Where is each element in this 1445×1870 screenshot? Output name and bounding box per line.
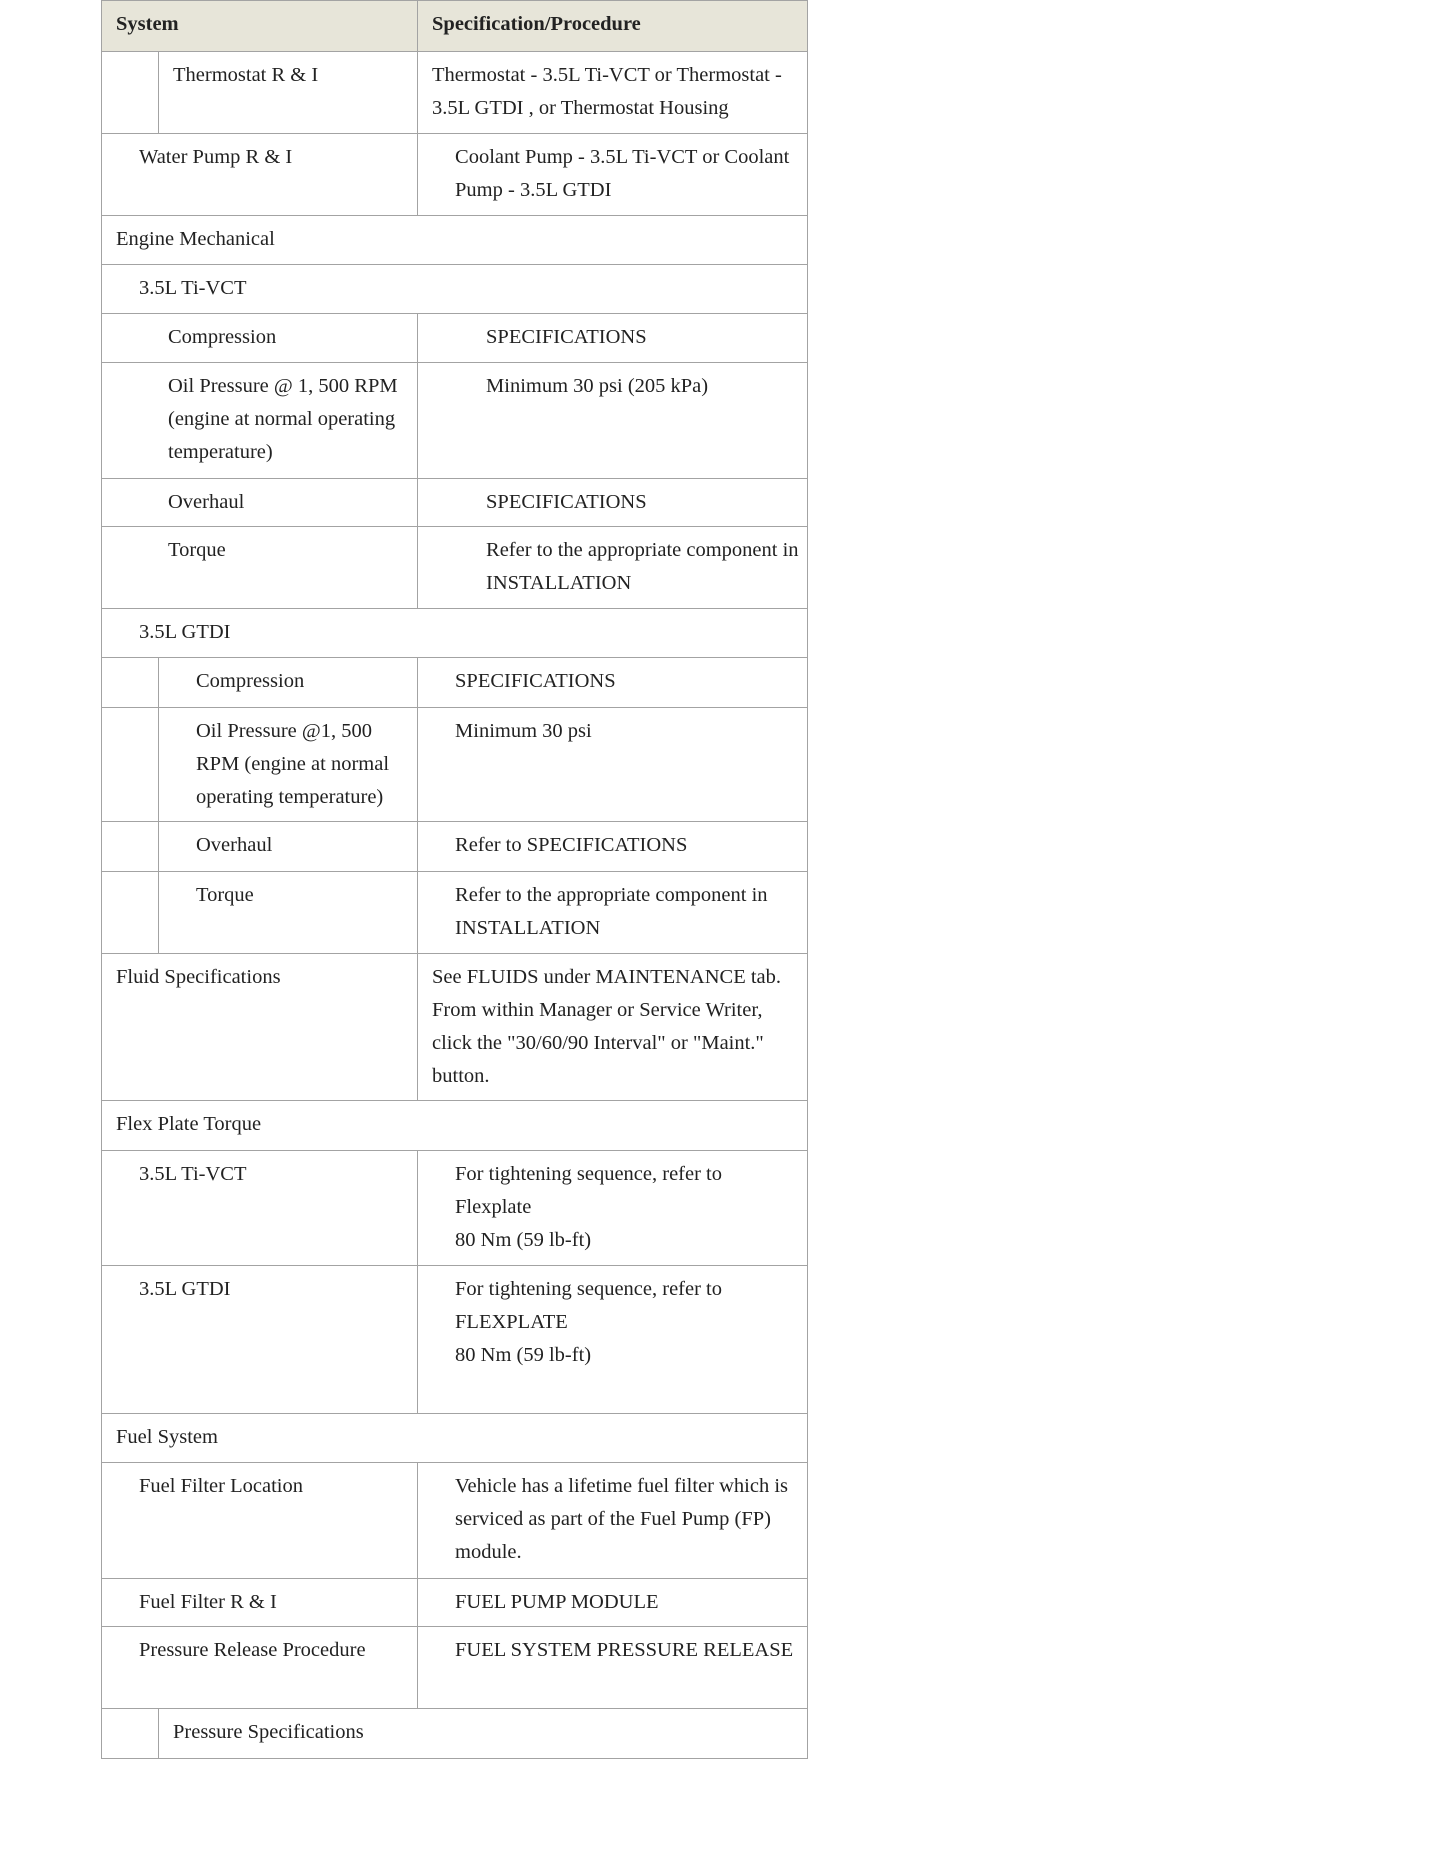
table-row — [102, 1266, 808, 1414]
spec-line: 80 Nm (59 lb-ft) — [455, 1229, 592, 1251]
system-cell: 3.5L Ti-VCT — [102, 1151, 418, 1266]
indent-cell — [102, 872, 159, 954]
table-row — [102, 954, 808, 1101]
indent-cell — [102, 52, 159, 134]
table-header-row — [102, 1, 808, 52]
system-cell: Oil Pressure @1, 500 RPM (engine at normal operating temperature) — [159, 708, 418, 822]
section-heading: Flex Plate Torque — [102, 1101, 808, 1151]
table-row — [102, 527, 808, 609]
table-row — [102, 708, 808, 822]
table-row — [102, 1151, 808, 1266]
table-row — [102, 134, 808, 216]
system-cell: Torque — [159, 872, 418, 954]
spec-line: For tightening sequence, refer to FLEXPLATE — [455, 1278, 722, 1333]
spec-cell: Thermostat - 3.5L Ti-VCT or Thermostat - 3.5L GTDI , or Thermostat Housing — [418, 52, 808, 134]
section-row — [102, 1414, 808, 1463]
table-row — [102, 658, 808, 708]
spec-line: For tightening sequence, refer to Flexplate — [455, 1163, 722, 1218]
section-row — [102, 216, 808, 265]
spec-cell: Refer to the appropriate component in INSTALLATION — [418, 872, 808, 954]
table-row — [102, 363, 808, 479]
table-row — [102, 822, 808, 872]
table-row — [102, 1579, 808, 1627]
indent-cell — [102, 1709, 159, 1759]
table-row — [102, 1627, 808, 1709]
spec-cell: See FLUIDS under MAINTENANCE tab. From within Manager or Service Writer, click the "30/60/90 Interval" or "Maint." button. — [418, 954, 808, 1101]
spec-cell: SPECIFICATIONS — [418, 479, 808, 527]
subsection-heading: 3.5L GTDI — [102, 609, 808, 658]
system-cell: Fluid Specifications — [102, 954, 418, 1101]
system-cell: Thermostat R & I — [159, 52, 418, 134]
spec-cell: SPECIFICATIONS — [418, 314, 808, 363]
system-cell: Overhaul — [102, 479, 418, 527]
spec-cell: Minimum 30 psi — [418, 708, 808, 822]
table-row — [102, 52, 808, 134]
system-cell: Oil Pressure @ 1, 500 RPM (engine at normal operating temperature) — [102, 363, 418, 479]
spec-cell — [418, 1151, 808, 1266]
system-cell: Pressure Release Procedure — [102, 1627, 418, 1709]
system-cell: Compression — [159, 658, 418, 708]
spec-cell: Coolant Pump - 3.5L Ti-VCT or Coolant Pump - 3.5L GTDI — [418, 134, 808, 216]
system-cell: Torque — [102, 527, 418, 609]
section-row — [102, 265, 808, 314]
spec-cell: Refer to SPECIFICATIONS — [418, 822, 808, 872]
table-row — [102, 314, 808, 363]
section-row — [102, 1101, 808, 1151]
subsection-heading: 3.5L Ti-VCT — [102, 265, 808, 314]
system-cell: 3.5L GTDI — [102, 1266, 418, 1414]
system-cell: Fuel Filter Location — [102, 1463, 418, 1579]
spec-cell — [418, 1266, 808, 1414]
system-cell: Pressure Specifications — [159, 1709, 808, 1759]
system-cell: Compression — [102, 314, 418, 363]
spec-cell: FUEL SYSTEM PRESSURE RELEASE — [418, 1627, 808, 1709]
indent-cell — [102, 708, 159, 822]
spec-cell: Refer to the appropriate component in INSTALLATION — [418, 527, 808, 609]
spec-line: 80 Nm (59 lb-ft) — [455, 1344, 592, 1366]
table-row — [102, 1709, 808, 1759]
table-row — [102, 479, 808, 527]
header-system: System — [102, 1, 418, 52]
indent-cell — [102, 822, 159, 872]
section-heading: Fuel System — [102, 1414, 808, 1463]
spec-cell: FUEL PUMP MODULE — [418, 1579, 808, 1627]
system-cell: Water Pump R & I — [102, 134, 418, 216]
section-heading: Engine Mechanical — [102, 216, 808, 265]
system-cell: Fuel Filter R & I — [102, 1579, 418, 1627]
table-row — [102, 872, 808, 954]
header-spec: Specification/Procedure — [418, 1, 808, 52]
section-row — [102, 609, 808, 658]
table-row — [102, 1463, 808, 1579]
spec-cell: Vehicle has a lifetime fuel filter which is serviced as part of the Fuel Pump (FP) module. — [418, 1463, 808, 1579]
specifications-table — [101, 0, 808, 1759]
system-cell: Overhaul — [159, 822, 418, 872]
spec-cell: Minimum 30 psi (205 kPa) — [418, 363, 808, 479]
spec-cell: SPECIFICATIONS — [418, 658, 808, 708]
indent-cell — [102, 658, 159, 708]
